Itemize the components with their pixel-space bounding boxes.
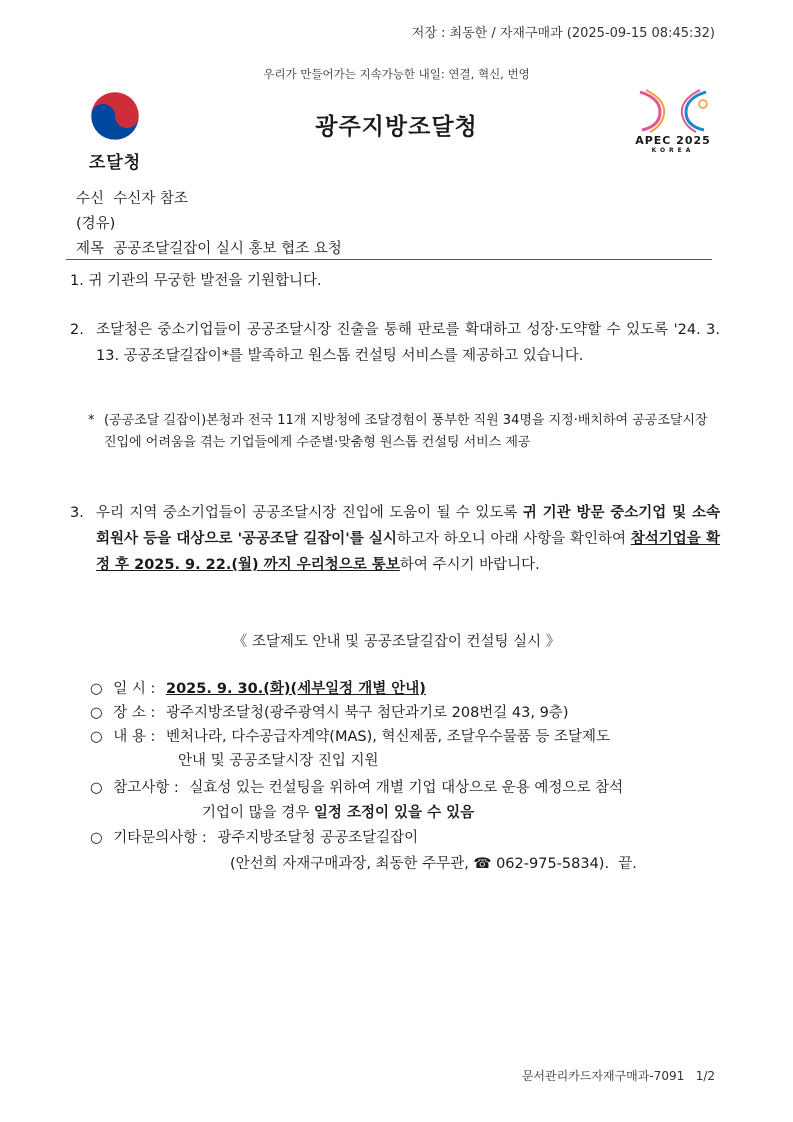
item-notes-text: 기업이 많을 경우 (202, 805, 314, 821)
p3-part-c: 하고자 하오니 아래 사항을 확인하여 (396, 531, 631, 547)
apec-emblem-icon (630, 84, 716, 136)
item-label: 기타문의사항 : (113, 830, 207, 846)
paragraph-2 (70, 317, 720, 369)
contact-detail: (안선희 자재구매과장, 최동한 주무관, ☎ 062-975-5834). (230, 856, 610, 872)
paragraph-3-text (96, 500, 720, 578)
item-label: 내 용 : (113, 729, 156, 745)
recipient-label: 수신 (76, 191, 105, 207)
item-value: 광주지방조달청 공공조달길잡이 (217, 830, 419, 846)
subject-value: 공공조달길잡이 실시 홍보 협조 요청 (113, 241, 342, 257)
item-value: 실효성 있는 컨설팅을 위하여 개별 기업 대상으로 운용 예정으로 참석 (189, 780, 624, 796)
bullet-icon: ○ (90, 830, 103, 846)
save-info: 저장 : 최동한 / 자재구매과 (2025-09-15 08:45:32) (411, 26, 715, 41)
paragraph-1: 1. 귀 기관의 무궁한 발전을 기원합니다. (70, 273, 322, 289)
item-content-line2: 안내 및 공공조달시장 진입 지원 (178, 753, 379, 769)
footer (522, 1067, 715, 1084)
subject-line (76, 237, 342, 258)
item-notes (90, 777, 730, 800)
section-title: 《 조달제도 안내 및 공공조달길잡이 컨설팅 실시 》 (232, 634, 561, 650)
apec-logo (630, 84, 716, 154)
page-number: 1/2 (695, 1069, 715, 1083)
item-label: 일 시 : (113, 681, 156, 697)
agency-short-name: 조달청 (88, 153, 142, 173)
item-contact-line2 (230, 853, 720, 876)
subject-label: 제목 (76, 241, 105, 257)
item-value: 2025. 9. 30.(화)(세부일정 개별 안내) (166, 681, 426, 697)
bullet-icon: ○ (90, 681, 103, 697)
agency-title: 광주지방조달청 (315, 114, 478, 140)
p3-part-a: 우리 지역 중소기업들이 공공조달시장 진입에 도움이 될 수 있도록 (96, 505, 523, 521)
apec-country: KOREA (651, 147, 695, 154)
paragraph-2-number: 2. (70, 322, 84, 338)
paragraph-3-number: 3. (70, 505, 84, 521)
footnote (88, 410, 718, 454)
item-location (90, 702, 730, 725)
footnote-text: (공공조달 길잡이)본청과 전국 11개 지방청에 조달경험이 풍부한 직원 34명을 지정·배치하여 공공조달시장 진입에 어려움을 겪는 기업들에게 수준별·맞춤형 원스톱 컨설팅 서비스 제공 (104, 413, 708, 450)
item-schedule (90, 678, 730, 701)
apec-year: APEC 2025 (635, 134, 711, 147)
item-value: 벤처나라, 다수공급자계약(MAS), 혁신제품, 조달우수물품 등 조달제도 (166, 729, 611, 745)
footnote-star: * (88, 413, 95, 428)
p3-part-e: 하여 주시기 바랍니다. (399, 557, 540, 573)
bullet-icon: ○ (90, 729, 103, 745)
doc-code: 문서관리카드자재구매과-7091 (521, 1069, 685, 1083)
item-notes-line2 (202, 802, 722, 825)
paragraph-3 (70, 500, 720, 578)
item-value: 광주지방조달청(광주광역시 북구 첨단과기로 208번길 43, 9층) (166, 705, 569, 721)
item-notes-emphasis: 일정 조정이 있을 수 있음 (313, 805, 475, 821)
header-divider (66, 259, 712, 260)
paragraph-2-text: 조달청은 중소기업들이 공공조달시장 진출을 통해 판로를 확대하고 성장·도약할 수 있도록 '24. 3. 13. 공공조달길잡이*를 발족하고 원스톱 컨설팅 서비스를 제공하고 있습니다. (96, 322, 720, 364)
item-content (90, 726, 730, 749)
motto: 우리가 만들어가는 지속가능한 내일: 연결, 혁신, 번영 (263, 67, 530, 81)
recipient-value: 수신자 참조 (113, 191, 188, 207)
end-mark: 끝. (618, 856, 637, 872)
bullet-icon: ○ (90, 705, 103, 721)
item-contact (90, 827, 730, 850)
via-line: (경유) (76, 216, 116, 232)
bullet-icon: ○ (90, 780, 103, 796)
p3-emphasis-1: 귀 기관 방문 중소기업 및 소속 회원사 등을 대상으로 '공공조달 길잡이'를 실시 (96, 505, 721, 547)
recipient-line (76, 187, 188, 208)
item-label: 참고사항 : (113, 780, 179, 796)
p3-deadline: 참석기업을 확정 후 2025. 9. 22.(월) 까지 우리청으로 통보 (96, 531, 720, 573)
item-label: 장 소 : (113, 705, 156, 721)
